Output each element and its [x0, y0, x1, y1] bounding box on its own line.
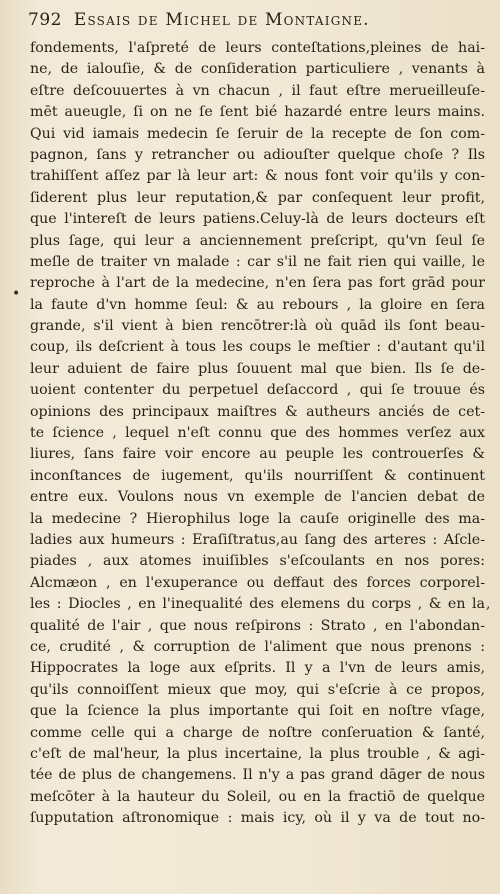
text-line: pagnon, ſans y retrancher ou adiouſter quelque choſe ? Ils	[30, 146, 485, 163]
text-line: comme celle qui a charge de noſtre conſeruation & ſanté,	[30, 724, 485, 741]
text-line: qu'ils connoiſſent mieux que moy, qui s'eſcrie à ce propos,	[30, 681, 485, 698]
page-number: 792	[28, 10, 62, 30]
text-line: fondements, l'aſpreté de leurs conteſtations,pleines de hai-	[30, 40, 485, 56]
text-line: liures, ſans faire voir encore au peuple les controuerſes &	[30, 446, 485, 463]
text-line: coup, ils deſcrient à tous les coups le meſtier : d'autant qu'il	[30, 339, 485, 356]
body-text	[30, 38, 485, 829]
text-line: te ſcience , lequel n'eſt connu que des hommes verſez aux	[30, 425, 485, 442]
page-header	[28, 10, 488, 36]
text-line: qualité de l'air , que nous reſpirons : Strato , en l'abondan-	[30, 617, 485, 634]
text-line: la medecine ? Hierophilus loge la cauſe originelle des ma-	[30, 510, 485, 527]
text-line: inconſtances de iugement, qu'ils nourriſſent & continuent	[30, 467, 485, 484]
text-line: leur aduient de faire plus ſouuent mal que bien. Ils ſe de-	[30, 360, 485, 377]
text-line: piades , aux atomes inuiſibles s'eſcoulants en nos pores:	[30, 553, 485, 570]
text-line: trahiſſent aſſez par là leur art: & nous font voir qu'ils y con-	[30, 168, 485, 185]
text-line: ce, crudité , & corruption de l'aliment que nous prenons :	[30, 638, 485, 655]
text-line: meſcōter à la hauteur du Soleil, ou en la fractiō de quelque	[30, 788, 485, 805]
text-line: ne, de ialouſie, & de conſideration particuliere , venants à	[30, 61, 485, 78]
text-line: tée de plus de changemens. Il n'y a pas grand dāger de nous	[30, 767, 485, 784]
text-line: c'eſt de mal'heur, la plus incertaine, la plus trouble , & agi-	[30, 745, 485, 762]
text-line: les : Diocles , en l'inequalité des elemens du corps , & en la	[30, 596, 485, 613]
text-line: ſiderent plus leur reputation,& par conſequent leur profit,	[30, 189, 485, 206]
text-line: meſle de traiter vn malade : car s'il ne fait rien qui vaille, le	[30, 253, 485, 270]
margin-mark: ,	[486, 596, 491, 612]
text-line: grande, s'il vient à bien rencōtrer:là où quād ils ſont beau-	[30, 318, 485, 335]
text-line: ladies aux humeurs : Eraſiſtratus,au ſang des arteres : Aſcle-	[30, 531, 485, 548]
text-line: reproche à l'art de la medecine, n'en ſera pas fort grād pour	[30, 275, 485, 292]
text-line: entre eux. Voulons nous vn exemple de l'ancien debat de	[30, 489, 485, 506]
text-line: ſupputation aſtronomique : mais icy, où il y va de tout no-	[30, 810, 485, 827]
text-line: la faute d'vn homme ſeul: & au rebours , la gloire en ſera	[30, 296, 485, 313]
text-line: opinions des principaux maiſtres & autheurs anciés de cet-	[30, 403, 485, 420]
text-line: uoient contenter du perpetuel deſaccord , qui ſe trouue és	[30, 382, 485, 399]
text-line: mēt aueugle, ſi on ne ſe ſent bié hazardé entre leurs mains.	[30, 104, 485, 121]
text-line: eſtre deſcouuertes à vn chacun , il faut eſtre merueilleuſe-	[30, 82, 485, 99]
text-line: Qui vid iamais medecin ſe ſeruir de la recepte de ſon com-	[30, 125, 485, 142]
text-line: Alcmæon , en l'exuperance ou deffaut des forces corporel-	[30, 574, 485, 591]
text-line: que l'intereſt de leurs patiens.Celuy-là de leurs docteurs eſt	[30, 211, 485, 228]
text-line: plus ſage, qui leur a anciennement preſcript, qu'vn ſeul ſe	[30, 232, 485, 249]
margin-mark: •	[12, 286, 21, 302]
text-line: Hippocrates la loge aux eſprits. Il y a l'vn de leurs amis,	[30, 660, 485, 677]
running-title: Essais de Michel de Montaigne.	[73, 10, 370, 30]
text-line: que la ſcience la plus importante qui ſoit en noſtre vſage,	[30, 703, 485, 720]
